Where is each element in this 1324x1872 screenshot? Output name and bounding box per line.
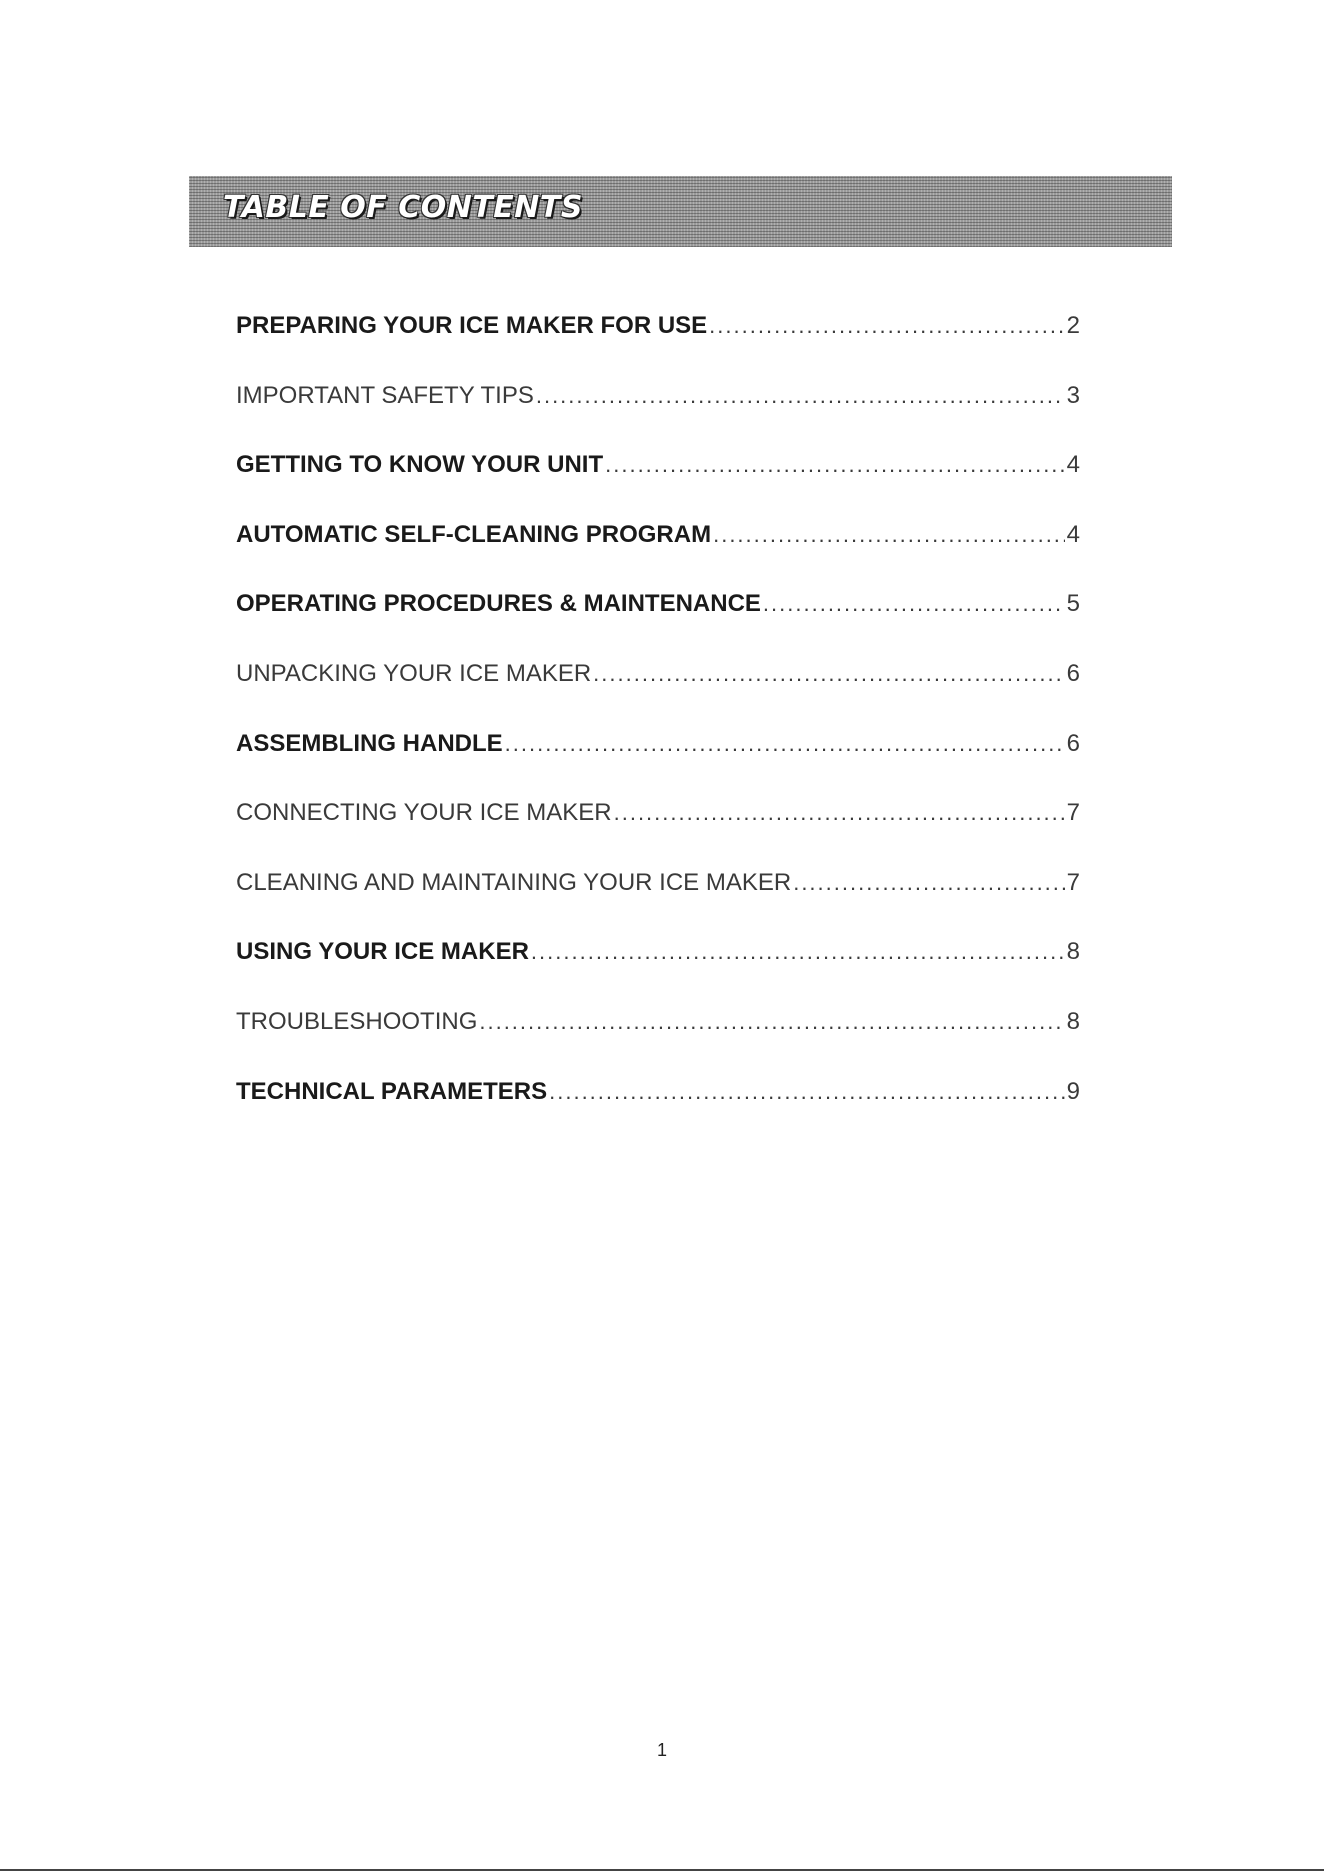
toc-page-number: 7 <box>1066 868 1080 896</box>
toc-entry[interactable] <box>236 439 1080 509</box>
toc-dot-leader <box>531 926 1065 978</box>
page-number: 1 <box>656 1740 667 1760</box>
bottom-rule <box>0 1869 1324 1871</box>
toc-list <box>236 300 1080 1135</box>
toc-entry-title: GETTING TO KNOW YOUR UNIT <box>236 451 604 479</box>
toc-entry[interactable] <box>236 996 1080 1066</box>
toc-entry-title: TROUBLESHOOTING <box>236 1007 478 1035</box>
toc-entry-title: UNPACKING YOUR ICE MAKER <box>236 659 592 687</box>
toc-entry-title: IMPORTANT SAFETY TIPS <box>236 381 534 409</box>
toc-dot-leader <box>713 509 1065 561</box>
toc-entry-title: CLEANING AND MAINTAINING YOUR ICE MAKER <box>236 868 792 896</box>
toc-entry[interactable] <box>236 370 1080 440</box>
toc-entry-title: ASSEMBLING HANDLE <box>236 729 503 757</box>
toc-dot-leader <box>614 787 1065 839</box>
toc-page-number: 9 <box>1066 1077 1080 1105</box>
toc-page-number: 6 <box>1066 729 1080 757</box>
toc-dot-leader <box>479 996 1064 1048</box>
toc-dot-leader <box>709 300 1064 352</box>
toc-page-number: 4 <box>1066 451 1080 479</box>
toc-entry[interactable] <box>236 1066 1080 1136</box>
page-title: TABLE OF CONTENTS <box>223 190 583 225</box>
toc-entry[interactable] <box>236 300 1080 370</box>
toc-entry-title: CONNECTING YOUR ICE MAKER <box>236 799 612 827</box>
toc-entry[interactable] <box>236 926 1080 996</box>
toc-entry-title: PREPARING YOUR ICE MAKER FOR USE <box>236 312 708 339</box>
toc-dot-leader <box>793 857 1064 909</box>
toc-page-number: 6 <box>1066 659 1080 687</box>
toc-entry[interactable] <box>236 578 1080 648</box>
toc-entry[interactable] <box>236 718 1080 788</box>
toc-dot-leader <box>549 1066 1065 1118</box>
toc-page-number: 5 <box>1066 590 1080 618</box>
toc-page-number: 8 <box>1066 938 1080 966</box>
toc-entry-title: TECHNICAL PARAMETERS <box>236 1077 548 1105</box>
toc-entry-title: OPERATING PROCEDURES & MAINTENANCE <box>236 590 761 618</box>
toc-entry-title: USING YOUR ICE MAKER <box>236 938 529 966</box>
toc-entry[interactable] <box>236 857 1080 927</box>
toc-dot-leader <box>605 439 1065 491</box>
toc-dot-leader <box>593 648 1064 700</box>
toc-dot-leader <box>763 578 1065 630</box>
toc-page-number: 3 <box>1066 381 1080 409</box>
toc-banner <box>189 176 1172 247</box>
toc-entry[interactable] <box>236 787 1080 857</box>
toc-dot-leader <box>505 718 1065 770</box>
toc-page-number: 8 <box>1066 1007 1080 1035</box>
toc-page-number: 4 <box>1066 520 1080 548</box>
toc-page-number: 2 <box>1066 312 1080 339</box>
toc-page-number: 7 <box>1066 799 1080 827</box>
toc-dot-leader <box>536 370 1065 422</box>
toc-entry-title: AUTOMATIC SELF-CLEANING PROGRAM <box>236 520 712 548</box>
toc-entry[interactable] <box>236 509 1080 579</box>
toc-entry[interactable] <box>236 648 1080 718</box>
